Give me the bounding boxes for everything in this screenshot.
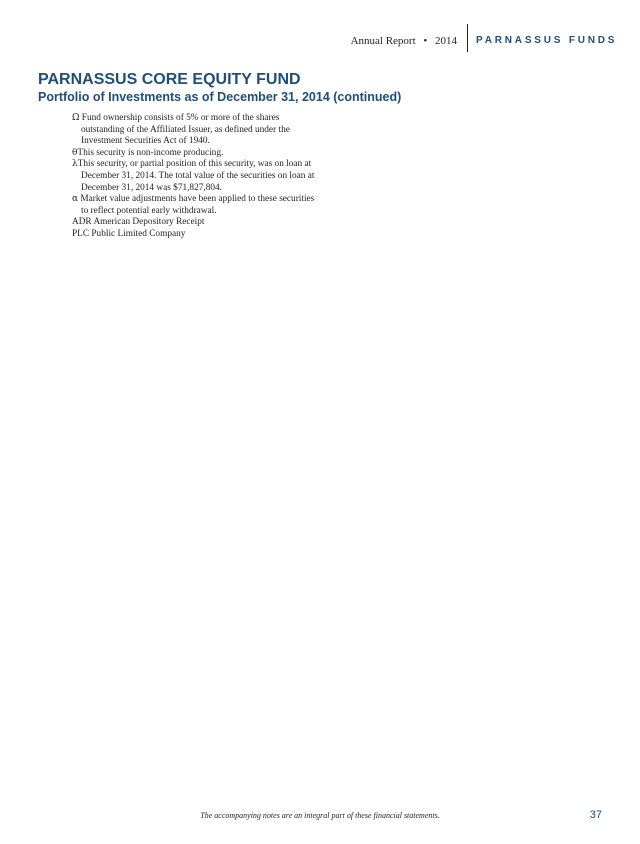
page-number: 37 [589,809,602,821]
abbreviation-meaning: American Depository Receipt [93,217,205,228]
abbreviation: ADR [72,217,92,228]
footnote-text: This security is non-income producing. [77,147,224,158]
footer-note: The accompanying notes are an integral part of these financial statements. [200,811,440,820]
footnote-text: Fund ownership consists of 5% or more of the shares outstanding of the Affiliated Issuer, as defined under the Investment Securities Act of 1940. [81,113,290,147]
fund-title: PARNASSUS CORE EQUITY FUND [38,71,301,88]
footnote-text: This security, or partial position of this security, was on loan at December 31, 2014. The total value of the securities on loan at December 31, 2014 was $71,827,804. [77,159,315,193]
abbreviation-plc [72,229,322,241]
header-bullet: • [423,35,428,47]
report-header [351,35,457,47]
theta-symbol: θ [72,147,78,158]
portfolio-subtitle: Portfolio of Investments as of December 31, 2014 (continued) [38,90,402,104]
lambda-symbol: λ [72,159,78,170]
report-name: Annual Report [350,35,416,47]
header-divider [467,24,468,52]
alpha-symbol: α [72,194,79,205]
omega-symbol: Ω [72,113,80,123]
abbreviation-adr [72,217,322,229]
abbreviation: PLC [72,228,90,239]
footnote-market-value [72,194,322,217]
footnote-on-loan [72,159,322,194]
brand-name: PARNASSUS FUNDS [476,35,618,46]
footnote-text: Market value adjustments have been applied to these securities to reflect potential early withdrawal. [80,194,315,216]
report-year: 2014 [435,35,457,47]
footnote-non-income [72,148,322,160]
footnotes [72,113,322,241]
footnote-affiliated [72,113,322,148]
abbreviation-meaning: Public Limited Company [91,228,186,239]
